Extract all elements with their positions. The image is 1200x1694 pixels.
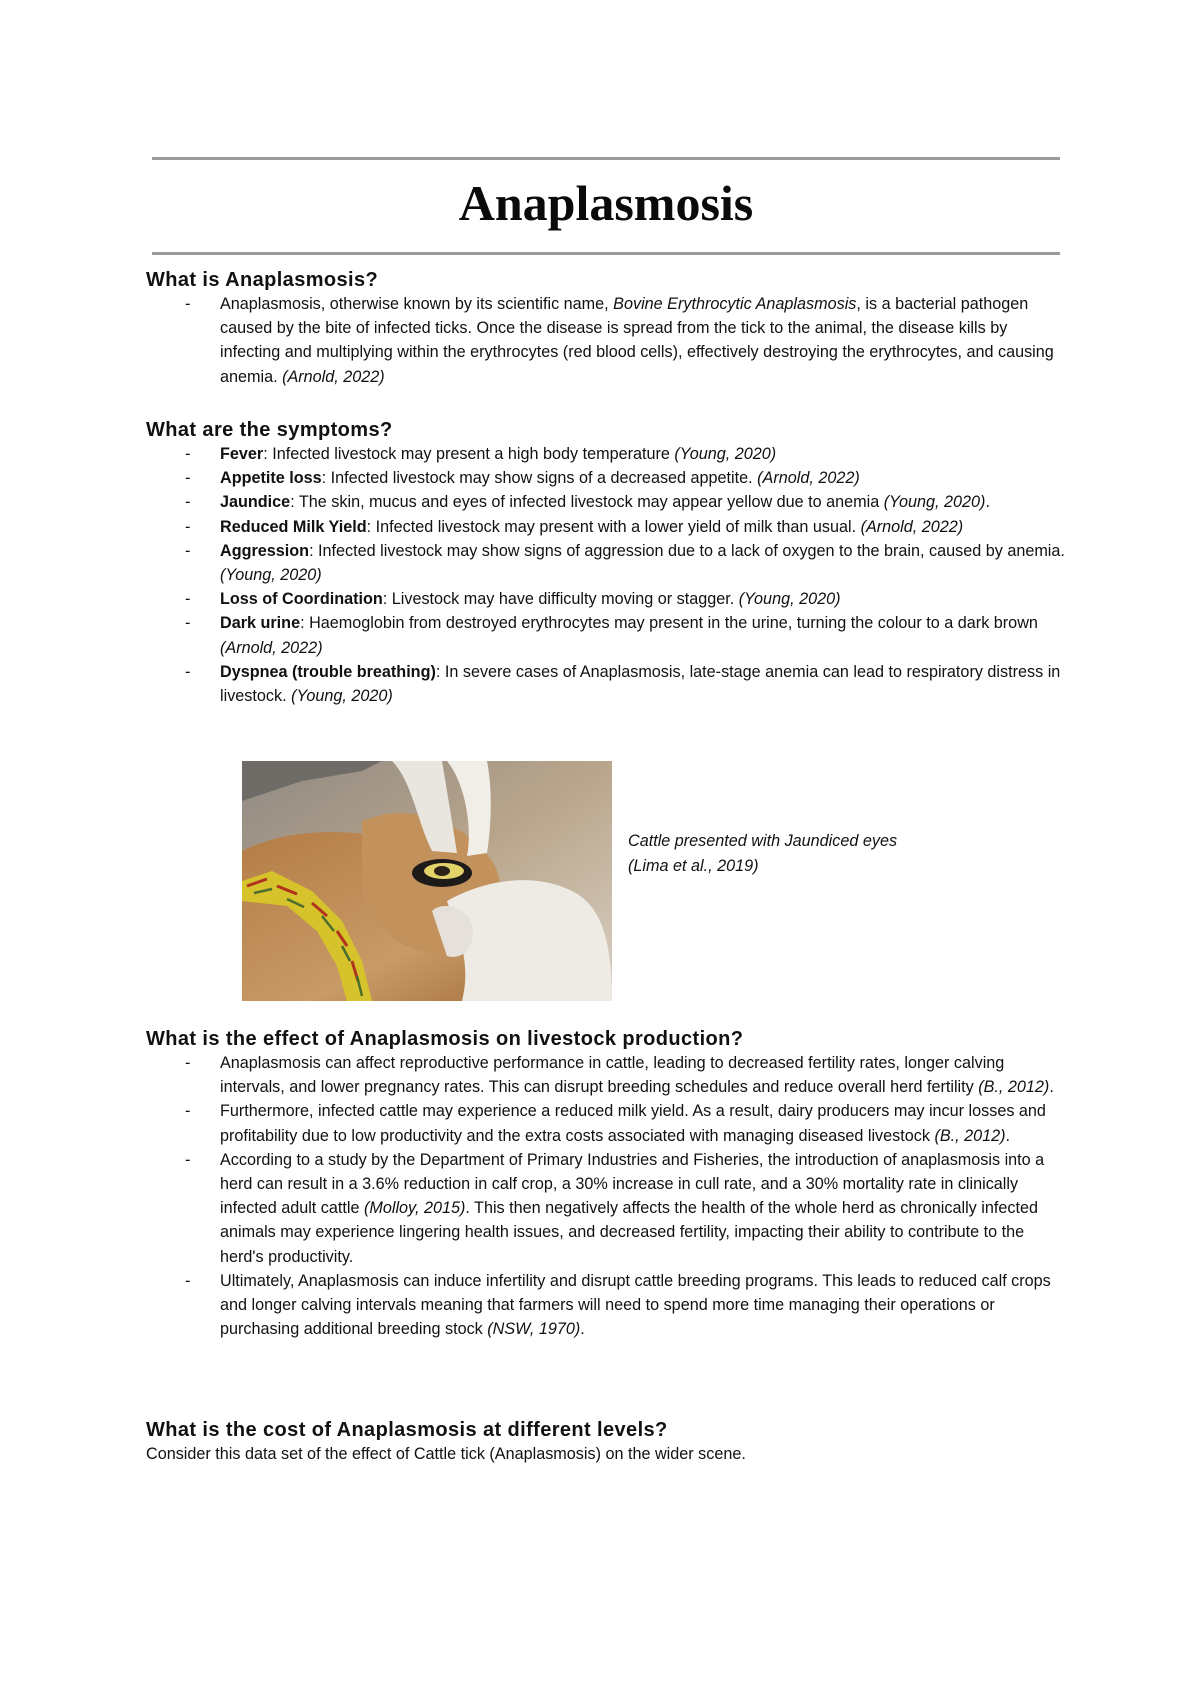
scientific-name: Bovine Erythrocytic Anaplasmosis — [613, 295, 857, 313]
heading-production: What is the effect of Anaplasmosis on livestock production? — [146, 1028, 744, 1050]
caption-line: Cattle presented with Jaundiced eyes — [628, 832, 898, 850]
symptom-item-loss-of-coordination: - Loss of Coordination: Livestock may have difficulty moving or stagger. (Young, 2020) — [185, 590, 841, 609]
heading-what-is: What is Anaplasmosis? — [146, 269, 379, 291]
citation: (Arnold, 2022) — [282, 367, 385, 386]
production-list — [146, 1051, 1066, 1341]
symptom-item-fever: - Fever: Infected livestock may present a high body temperature (Young, 2020) — [185, 445, 777, 463]
page-title: Anaplasmosis — [458, 175, 754, 231]
figure-caption — [628, 829, 897, 879]
symptom-item-reduced-milk-yield: - Reduced Milk Yield: Infected livestock may present with a lower yield of milk than usual. (Arnold, 2022) — [185, 517, 964, 536]
heading-symptoms: What are the symptoms? — [146, 419, 393, 441]
list-item: - Ultimately, Anaplasmosis can induce infertility and disrupt cattle breeding programs. This leads to reduced calf crops and longer calving intervals meaning that farmers will need to spend more time managing their operations or purchasing additional breeding stock (NSW, 1970). — [185, 1271, 1051, 1339]
symptom-item-appetite-loss: - Appetite loss: Infected livestock may show signs of a decreased appetite. (Arnold, 2022) — [185, 469, 860, 488]
symptom-item-aggression: - Aggression: Infected livestock may show signs of aggression due to a lack of oxygen to the brain, caused by anemia. (Young, 2020) — [185, 541, 1065, 585]
heading-cost: What is the cost of Anaplasmosis at different levels? — [146, 1419, 668, 1441]
cost-intro-text: Consider this data set of the effect of Cattle tick (Anaplasmosis) on the wider scene. — [146, 1445, 746, 1463]
list-item: - Furthermore, infected cattle may experience a reduced milk yield. As a result, dairy producers may incur losses and profitability due to low productivity and the extra costs associated with managing diseased livestock (B., 2012). — [185, 1102, 1046, 1145]
symptoms-list — [146, 442, 1066, 708]
list-item: - Anaplasmosis, otherwise known by its scientific name, Bovine Erythrocytic Anaplasmosis, is a bacterial pathogen caused by the bite of infected ticks. Once the disease is spread from the tick to the animal, the disease kills by infecting and multiplying within the erythrocytes (red blood cells), effectively destroying the erythrocytes, and causing anemia. (Arnold, 2022) — [185, 295, 1054, 386]
caption-citation: (Lima et al., 2019) — [628, 857, 759, 875]
symptom-item-dark-urine: - Dark urine: Haemoglobin from destroyed erythrocytes may present in the urine, turning the colour to a dark brown (Arnold, 2022) — [185, 614, 1038, 657]
symptom-item-jaundice: - Jaundice: The skin, mucus and eyes of infected livestock may appear yellow due to anemia (Young, 2020). — [185, 493, 990, 512]
list-item: - According to a study by the Department of Primary Industries and Fisheries, the introduction of anaplasmosis into a herd can result in a 3.6% reduction in calf crop, a 30% increase in cull rate, and a 30% mortality rate in clinically infected adult cattle (Molloy, 2015). This then negatively affects the health of the whole herd as chronically infected animals may experience lingering health issues, and decreased fertility, impacting their ability to contribute to the herd's productivity. — [185, 1150, 1045, 1266]
cattle-jaundiced-eye-photo — [242, 761, 612, 1001]
list-item: - Anaplasmosis can affect reproductive performance in cattle, leading to decreased fertility rates, longer calving intervals, and lower pregnancy rates. This can disrupt breeding schedules and reduce overall herd fertility (B., 2012). — [185, 1054, 1054, 1097]
what-is-list — [146, 292, 1066, 389]
title-bottom-rule — [152, 252, 1060, 255]
title-top-rule — [152, 157, 1060, 160]
symptom-item-dyspnea: - Dyspnea (trouble breathing): In severe cases of Anaplasmosis, late-stage anemia can lead to respiratory distress in livestock. (Young, 2020) — [185, 662, 1061, 706]
